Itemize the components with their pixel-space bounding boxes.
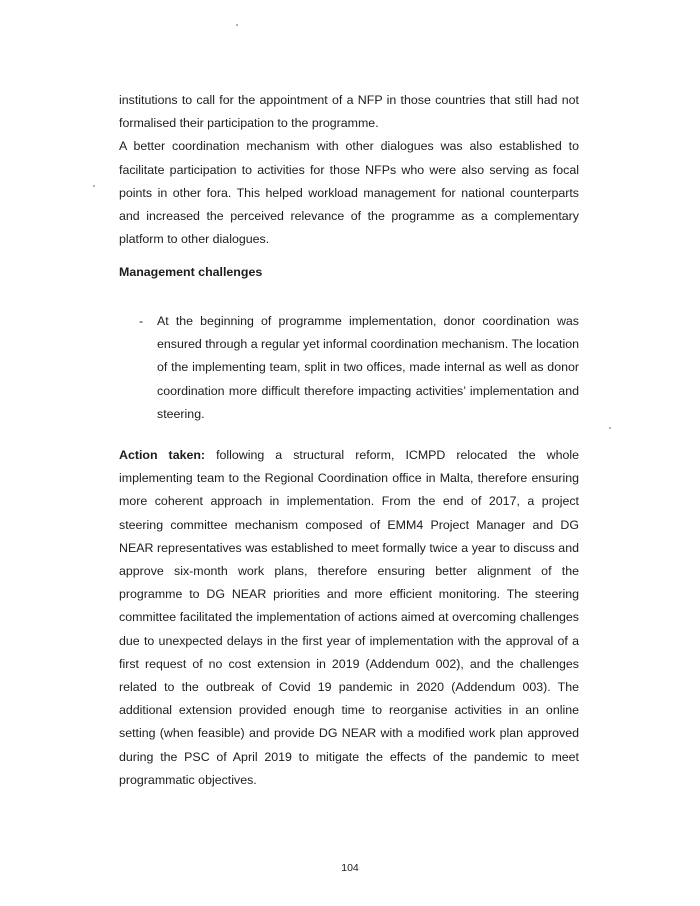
bullet-text: At the beginning of programme implementation, donor coordination was ensured through a regular yet informal coordination mechanism. The location of the implementing team, split in two offices, made internal as well as donor coordination more difficult therefore impacting activities’ implementation and steering. (157, 314, 579, 421)
bullet-marker: - (139, 314, 144, 328)
paragraph-coordination: A better coordination mechanism with other dialogues was also established to facilitate participation to activities for those NFPs who were also serving as focal points in other fora. This helped workload management for national counterparts and increased the perceived relevance of the programme as a complementary platform to other dialogues. (119, 139, 579, 247)
page-number: 104 (341, 862, 359, 874)
action-text: following a structural reform, ICMPD relocated the whole implementing team to the Regional Coordination office in Malta, therefore ensuring more coherent approach in implementation. From the end of 2017, a project steering committee mechanism composed of EMM4 Project Manager and DG NEAR representatives was established to meet formally twice a year to discuss and approve six-month work plans, therefore ensuring better alignment of the programme to DG NEAR priorities and more efficient monitoring. The steering committee facilitated the implementation of actions aimed at overcoming challenges due to unexpected delays in the first year of implementation with the approval of a first request of no cost extension in 2019 (Addendum 002), and the challenges related to the outbreak of Covid 19 pandemic in 2020 (Addendum 003). The additional extension provided enough time to reorganise activities in an online setting (when feasible) and provide DG NEAR with a modified work plan approved during the PSC of April 2019 to mitigate the effects of the pandemic to meet programmatic objectives. (119, 448, 579, 787)
section-heading: Management challenges (119, 265, 263, 279)
action-label: Action taken: (119, 448, 206, 462)
scan-speck (609, 427, 611, 429)
action-paragraph (119, 444, 579, 792)
bullet-item (139, 310, 579, 426)
paragraph-institutions: institutions to call for the appointment of a NFP in those countries that still had not formalised their participation to the programme. (119, 93, 579, 131)
scan-speck (93, 185, 95, 187)
intro-paragraphs (119, 89, 579, 251)
scan-speck (236, 24, 238, 26)
